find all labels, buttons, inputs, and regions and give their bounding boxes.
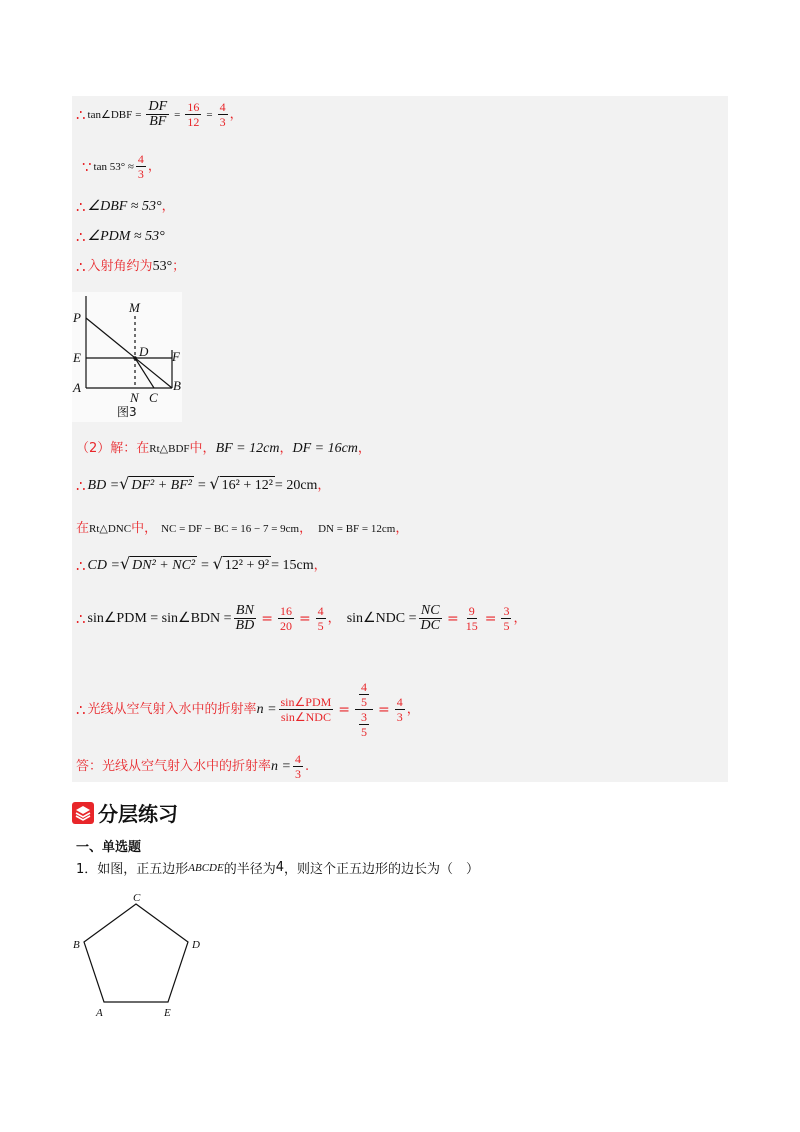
pentagon-figure (70, 890, 210, 1020)
part2-intro: （2）解：在 (76, 441, 150, 456)
dbf-angle-line: ∴ ∠DBF ≈ 53° ， (76, 198, 175, 216)
incidence-line: ∴ 入射角约为 53° ； (76, 258, 186, 276)
fraction-df-bf: $\frac{DF}{BF}$ (148, 99, 168, 129)
label-a: A (73, 380, 81, 395)
pentagon-label-e: E (164, 1007, 171, 1019)
bd-result: = 20cm (274, 477, 318, 493)
tan-dbf-line: ∴ tan∠DBF = $\frac{DF}{BF}$ = $\frac{16}{12}$ = $\frac{4}{3}$ ， (76, 99, 243, 129)
pentagon-label-b: B (73, 939, 80, 951)
pentagon-label-a: A (96, 1007, 103, 1019)
section-heading (72, 798, 178, 827)
pentagon-label-d: D (192, 939, 200, 951)
tan53-line: ∵ tan 53° ≈ $\frac{4}{3}$ ， (82, 152, 161, 181)
incidence-value: 53° (152, 259, 173, 274)
refraction-line: ∴ 光线从空气射入水中的折射率 n = $\frac{\text{sin∠PDM}}{\text{sin∠NDC}}$ = $\frac{\frac{4}{5}}{\frac{3}{5}}$ = $\frac{4}{3}$ ， (76, 680, 420, 739)
pentagon-diagram (70, 890, 210, 1020)
figure-3-diagram (72, 292, 182, 422)
tan53-label: tan 53° ≈ (93, 160, 134, 173)
dn-expression: DN = BF = 12cm (318, 523, 396, 535)
figure-3 (72, 292, 182, 422)
section-title: 分层练习 (98, 802, 178, 826)
label-p: P (73, 310, 81, 325)
layers-icon (72, 802, 94, 824)
tan-dbf-label: tan∠DBF (87, 108, 133, 121)
nc-expression: NC = DF − BC = 16 − 7 = 9cm (161, 523, 300, 535)
label-d: D (139, 344, 149, 359)
label-f: F (172, 349, 180, 364)
cd-result: = 15cm (271, 557, 314, 573)
incidence-text: 入射角约为 (87, 259, 153, 274)
label-e: E (73, 350, 81, 365)
cd-line: ∴ CD = √ DN² + NC² = √ 12² + 9² = 15cm ， (76, 554, 327, 575)
rt-dnc-line: 在 Rt△DNC 中， NC = DF − BC = 16 − 7 = 9cm ， DN = BF = 12cm ， (76, 521, 409, 536)
fraction-16-12: $\frac{16}{12}$ (187, 100, 200, 129)
pdm-angle: ∠PDM ≈ 53° (87, 229, 165, 244)
question-1: 1．如图，正五边形 ABCDE 的半径为 4 ，则这个正五边形的边长为（ ） (76, 860, 480, 877)
df-value: DF = 16cm (292, 441, 358, 456)
label-n: N (130, 390, 139, 405)
refraction-text: 光线从空气射入水中的折射率 (87, 701, 257, 717)
fraction-4-3: $\frac{4}{3}$ (219, 100, 226, 129)
bd-line: ∴ BD = √ DF² + BF² = √ 16² + 12² = 20cm ， (76, 474, 331, 495)
label-b: B (173, 378, 181, 393)
pdm-angle-line: ∴ ∠PDM ≈ 53° (76, 228, 165, 246)
part2-intro-line: （2）解：在 Rt△BDF 中， BF = 12cm ， DF = 16cm ， (76, 441, 371, 456)
sin-line: ∴ sin∠PDM = sin∠BDN = $\frac{BN}{BD}$ = $\frac{16}{20}$ = $\frac{4}{5}$ ， sin∠NDC = $\frac{NC}{DC}$ = $\frac{9}{15}$ = $\frac{3}{5}$ ， (76, 603, 527, 633)
figure-3-caption: 图3 (117, 405, 137, 419)
section-subtitle: 一、单选题 (76, 840, 142, 855)
label-c: C (149, 390, 158, 405)
label-m: M (129, 300, 140, 315)
dbf-angle: ∠DBF ≈ 53° (87, 199, 162, 214)
answer-text: 答：光线从空气射入水中的折射率 (76, 758, 272, 774)
bf-value: BF = 12cm (215, 441, 280, 456)
answer-line: 答：光线从空气射入水中的折射率 n = $\frac{4}{3}$ . (76, 752, 310, 781)
fraction-approx: $\frac{4}{3}$ (137, 152, 144, 181)
pentagon-label-c: C (133, 892, 141, 904)
